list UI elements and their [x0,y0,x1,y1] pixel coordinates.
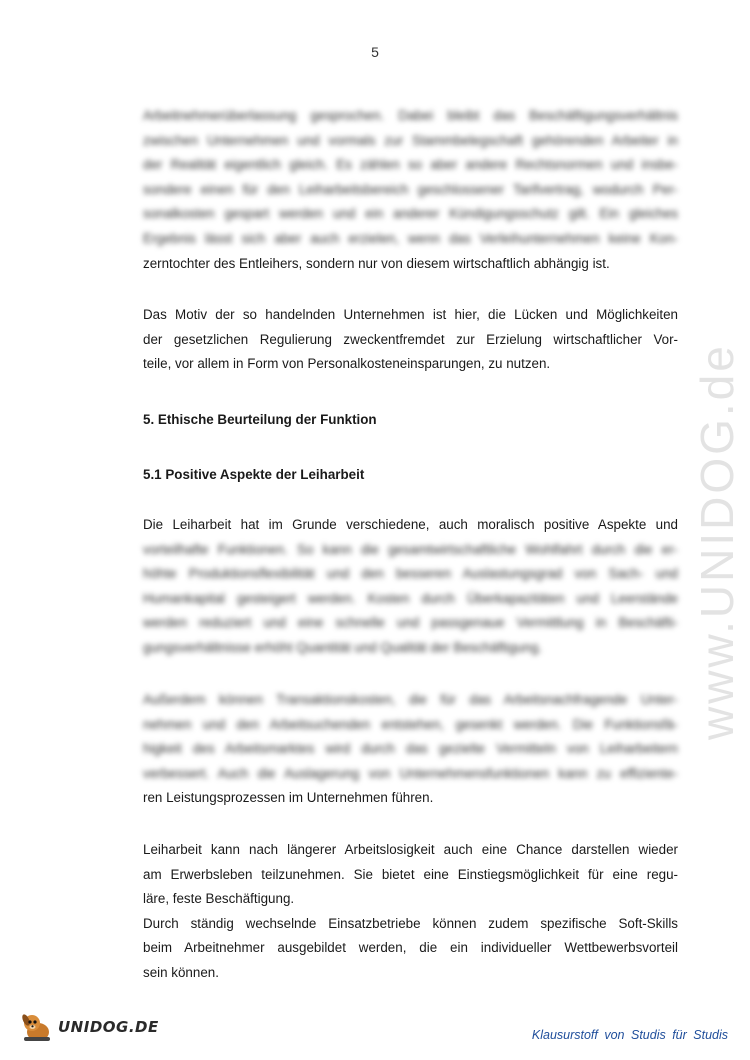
paragraph-arbeitnehmerueberlassung [143,104,678,276]
subsection-heading: 5.1 Positive Aspekte der Leiharbeit [143,467,365,482]
text-line: zerntochter des Entleihers, sondern nur von diesem wirtschaftlich abhängig ist. [143,255,610,271]
text-line: der gesetzlichen Regulierung zweckentfremdet zur Erzielung wirtschaftlicher Vor- [143,331,678,347]
text-line: beim Arbeitnehmer ausgebildet werden, die ein individueller Wettbewerbsvorteil [143,940,678,956]
blurred-line: werden reduziert und eine schnelle und passgenaue Vermittlung in Beschäfti- [143,615,678,631]
text-line: Die Leiharbeit hat im Grunde verschiedene, auch moralisch positive Aspekte und [143,517,678,532]
text-line: läre, feste Beschäftigung. [143,891,295,907]
blurred-line: Ergebnis lässt sich aber auch erzielen, wenn das Verleihunternehmen keine Kon- [143,230,678,246]
blurred-line: der Realität eigentlich gleich. Es zählen so aber andere Rechtsnormen und insbe- [143,157,678,173]
blurred-line: Arbeitnehmerüberlassung gesprochen. Dabei bleibt das Beschäftigungsverhältnis [143,108,678,123]
paragraph-transaktionskosten [143,688,678,811]
paragraph-positive-aspekte [143,513,678,661]
text-line: Durch ständig wechselnde Einsatzbetriebe können zudem spezifische Soft-Skills [143,915,678,931]
text-line: Das Motiv der so handelnden Unternehmen ist hier, die Lücken und Möglichkeiten [143,307,678,322]
text-line: Leiharbeit kann nach längerer Arbeitslosigkeit auch eine Chance darstellen wieder [143,842,678,857]
blurred-line: gungsverhältnisse erhöht Quantität und Qualität der Beschäftigung. [143,639,542,655]
blurred-line: higkeit des Arbeitsmarktes wird durch das gezielte Vermitteln von Leiharbeitern [143,741,678,757]
blurred-line: Außerdem können Transaktionskosten, die für das Arbeitsnachfragende Unter- [143,692,678,707]
blurred-line: Humankapital gesteigert werden. Kosten durch Überkapazitäten und Leerstände [143,590,678,606]
blurred-line: nehmen und den Arbeitsuchenden entstehen, gesenkt werden. Die Funktionsfä- [143,716,678,732]
blurred-line: sonalkosten gespart werden und ein anderer Kündigungsschutz gilt. Ein gleiches [143,206,678,222]
blurred-line: höhte Produktionsflexibilität und den besseren Auslastungsgrad von Sach- und [143,566,678,582]
page-number: 5 [371,44,379,60]
blurred-line: verbessert. Auch die Auslagerung von Unternehmensfunktionen kann zu effiziente- [143,765,678,781]
blurred-line: sondere einen für den Leiharbeitsbereich geschlossener Tarifvertrag, wodurch Per- [143,181,678,197]
paragraph-chance [143,838,678,986]
paragraph-motiv [143,303,678,377]
dog-mascot-icon [18,1010,56,1044]
watermark: www.UNIDOG.de [691,343,743,740]
blurred-line: zwischen Unternehmen und vormals zur Stammbelegschaft gehörenden Arbeiter in [143,132,678,148]
section-heading: 5. Ethische Beurteilung der Funktion [143,412,377,427]
text-line: teile, vor allem in Form von Personalkosteneinsparungen, zu nutzen. [143,356,551,372]
logo-text: UNIDOG.DE [58,1018,159,1036]
text-line: sein können. [143,964,219,980]
footer-slogan: Klausurstoff von Studis für Studis [531,1028,728,1042]
unidog-logo[interactable] [18,1010,159,1044]
text-line: ren Leistungsprozessen im Unternehmen führen. [143,790,434,806]
text-line: am Erwerbsleben teilzunehmen. Sie bietet eine Einstiegsmöglichkeit für eine regu- [143,866,678,882]
blurred-line: vorteilhafte Funktionen. So kann die gesamtwirtschaftliche Wohlfahrt durch die er- [143,541,678,557]
